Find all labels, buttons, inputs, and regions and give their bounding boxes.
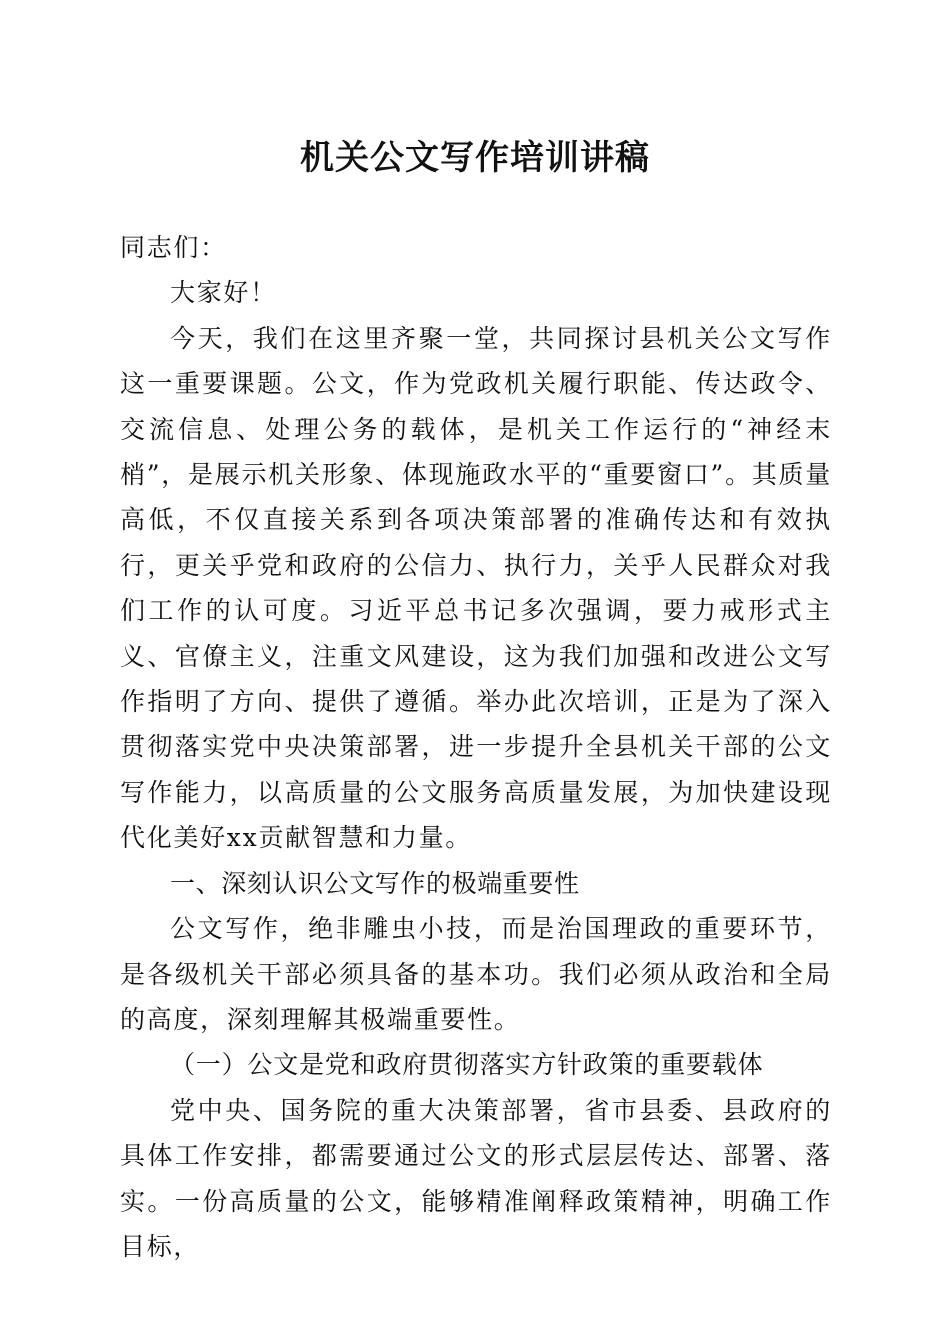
greeting: 大家好！ [170, 278, 277, 308]
section-heading-1: 一、深刻认识公文写作的极端重要性 [170, 868, 580, 898]
salutation: 同志们： [120, 233, 227, 262]
document-title: 机关公文写作培训讲稿 [300, 138, 650, 178]
paragraph-subsection1: 党中央、国务院的重大决策部署，省市县委、县政府的具体工作安排，都需要通过公文的形式层层传达、部署、落实。一份高质量的公文，能够精准阐释政策精神，明确工作目标， [120, 1095, 832, 1261]
document-body [120, 225, 832, 1269]
paragraph-intro: 今天，我们在这里齐聚一堂，共同探讨县机关公文写作这一重要课题。公文，作为党政机关履行职能、传达政令、交流信息、处理公务的载体，是机关工作运行的“神经末梢”，是展示机关形象、体现施政水平的“重要窗口”。其质量高低，不仅直接关系到各项决策部署的准确传达和有效执行，更关乎党和政府的公信力、执行力，关乎人民群众对我们工作的认可度。习近平总书记多次强调，要力戒形式主义、官僚主义，注重文风建设，这为我们加强和改进公文写作指明了方向、提供了遵循。举办此次培训，正是为了深入贯彻落实党中央决策部署，进一步提升全县机关干部的公文写作能力，以高质量的公文服务高质量发展，为加快建设现代化美好xx贡献智慧和力量。 [120, 323, 832, 853]
subsection-heading-1: （一）公文是党和政府贯彻落实方针政策的重要载体 [170, 1050, 764, 1080]
paragraph-section1: 公文写作，绝非雕虫小技，而是治国理政的重要环节，是各级机关干部必须具备的基本功。我们必须从政治和全局的高度，深刻理解其极端重要性。 [120, 914, 832, 1034]
